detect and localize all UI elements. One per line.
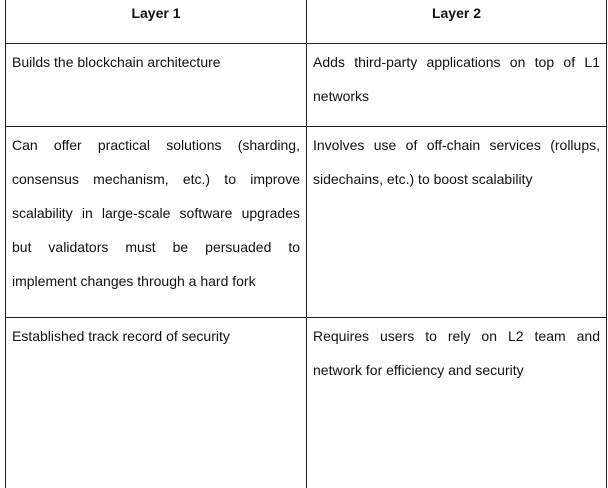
table-cell-layer-1 <box>6 318 307 488</box>
column-header-layer-2: Layer 2 <box>307 0 607 44</box>
table-row <box>6 127 607 318</box>
comparison-table <box>5 0 607 488</box>
table-cell-layer-2 <box>307 127 607 318</box>
cell-text: Can offer practical solutions (sharding, consensus mechanism, etc.) to improve scalability in large-scale software upgrades but validators must be persuaded to implement changes through a hard fork <box>12 127 300 298</box>
cell-text: Builds the blockchain architecture <box>12 44 300 79</box>
table-row <box>6 44 607 127</box>
table-cell-layer-2 <box>307 318 607 488</box>
cell-text: Adds third-party applications on top of L1 networks <box>313 44 600 113</box>
cell-text: Requires users to rely on L2 team and network for efficiency and security <box>313 318 600 387</box>
table-cell-layer-1 <box>6 44 307 127</box>
table-cell-layer-1 <box>6 127 307 318</box>
header-row <box>6 0 607 44</box>
cell-text: Involves use of off-chain services (rollups, sidechains, etc.) to boost scalability <box>313 127 600 196</box>
table-body <box>6 44 607 488</box>
table-cell-layer-2 <box>307 44 607 127</box>
table-row <box>6 318 607 488</box>
cell-text: Established track record of security <box>12 318 300 353</box>
table-header <box>6 0 607 44</box>
column-header-layer-1: Layer 1 <box>6 0 307 44</box>
